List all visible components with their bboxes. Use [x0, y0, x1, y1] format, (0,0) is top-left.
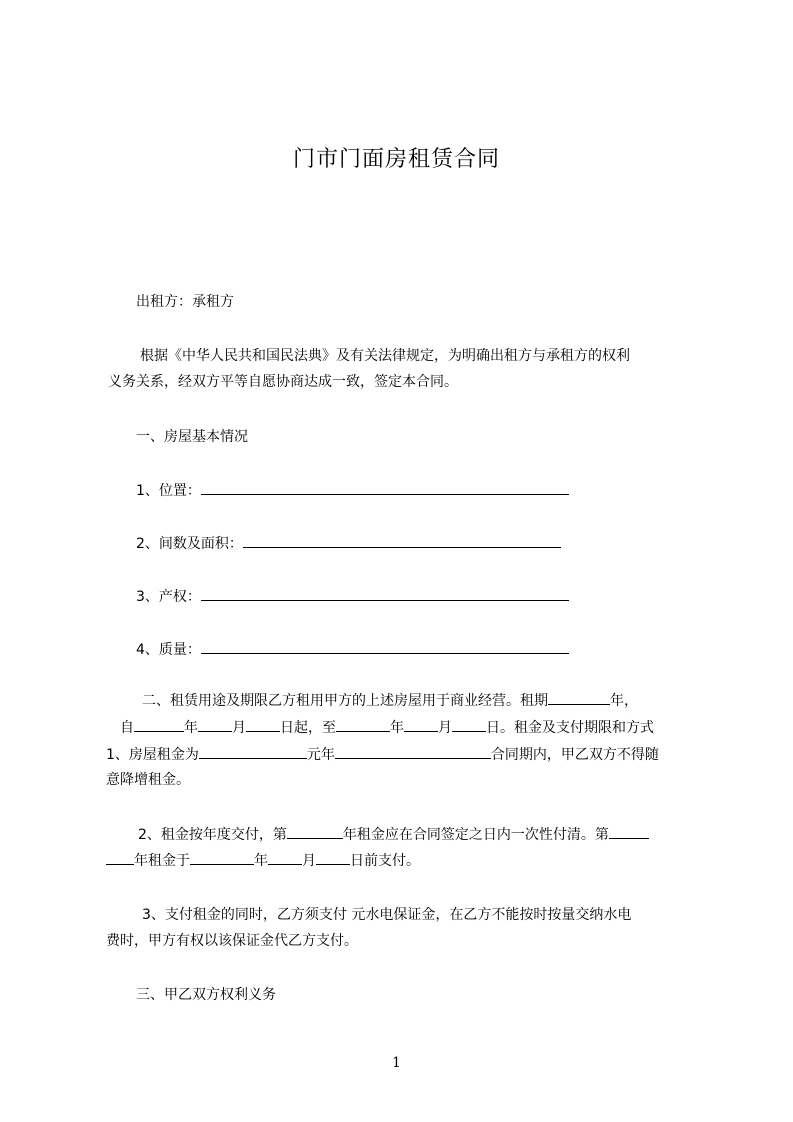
section-2-heading-text: 二、租赁用途及期限乙方租用甲方的上述房屋用于商业经营。租期: [142, 693, 548, 709]
page-number: 1: [392, 1055, 401, 1071]
end-day-blank: [452, 717, 486, 732]
item-area-label: 2、间数及面积：: [136, 536, 243, 552]
item-location-label: 1、位置：: [136, 483, 201, 499]
end-day-unit: 日。租金及支付期限和方式: [486, 720, 654, 736]
rent-clause-text: 合同期内，甲乙双方不得随: [490, 747, 659, 763]
due-month-unit: 月: [302, 853, 316, 869]
due-day-blank: [316, 850, 350, 865]
rent-label: 1、房屋租金为: [106, 747, 199, 763]
due-day-unit: 日前支付。: [350, 853, 420, 869]
intro-line-1: 根据《中华人民共和国民法典》及有关法律规定，为明确出租方与承租方的权利: [140, 348, 630, 364]
payment-due-text: 年租金于: [134, 853, 190, 869]
item-quality-label: 4、质量：: [136, 642, 201, 658]
payment-line-2: [106, 850, 420, 871]
payment-text-b: 年租金应在合同签定之日内一次性付清。第: [342, 827, 609, 843]
payment-text-a: 2、租金按年度交付，第: [138, 827, 287, 843]
payment-line-1: [138, 824, 649, 845]
intro-line-2: 义务关系，经双方平等自愿协商达成一致，签定本合同。: [108, 374, 458, 390]
rent-extra-blank: [335, 744, 491, 759]
document-title: 门市门面房租赁合同: [292, 147, 500, 172]
term-years-unit: 年，: [610, 693, 638, 709]
start-day-blank: [246, 717, 280, 732]
item-quality: [136, 639, 569, 660]
end-month-blank: [404, 717, 438, 732]
parties-line: 出租方：承租方: [136, 294, 234, 310]
start-year-unit: 年: [184, 720, 198, 736]
item-ownership-label: 3、产权：: [136, 589, 201, 605]
start-year-blank: [134, 717, 184, 732]
section-2-line-3: [106, 744, 699, 765]
area-blank: [243, 533, 561, 548]
next-year-blank-b: [106, 850, 134, 865]
section-2-line-1: [142, 690, 638, 711]
deposit-line-1: 3、支付租金的同时，乙方须支付 元水电保证金，在乙方不能按时按量交纳水电: [142, 907, 632, 923]
end-year-blank: [336, 717, 390, 732]
next-year-blank-a: [609, 824, 649, 839]
end-year-unit: 年: [390, 720, 404, 736]
start-month-unit: 月: [232, 720, 246, 736]
location-blank: [201, 480, 569, 495]
from-text: 自: [120, 720, 134, 736]
section-2-line-2: [120, 717, 654, 738]
section-3-heading: 三、甲乙双方权利义务: [136, 987, 276, 1003]
rent-amount-blank: [199, 744, 307, 759]
start-day-unit: 日起，至: [280, 720, 336, 736]
item-location: [136, 480, 569, 501]
ownership-blank: [201, 586, 569, 601]
item-area: [136, 533, 561, 554]
rent-unit: 元年: [306, 747, 335, 763]
item-ownership: [136, 586, 569, 607]
section-1-heading: 一、房屋基本情况: [136, 429, 248, 445]
term-years-blank: [548, 690, 610, 705]
first-year-blank: [287, 824, 343, 839]
due-year-blank: [190, 850, 254, 865]
due-month-blank: [268, 850, 302, 865]
end-month-unit: 月: [438, 720, 452, 736]
due-year-unit: 年: [254, 853, 268, 869]
quality-blank: [201, 639, 569, 654]
start-month-blank: [198, 717, 232, 732]
deposit-line-2: 费时，甲方有权以该保证金代乙方支付。: [106, 933, 358, 949]
section-2-line-4: 意降增租金。: [106, 772, 190, 788]
